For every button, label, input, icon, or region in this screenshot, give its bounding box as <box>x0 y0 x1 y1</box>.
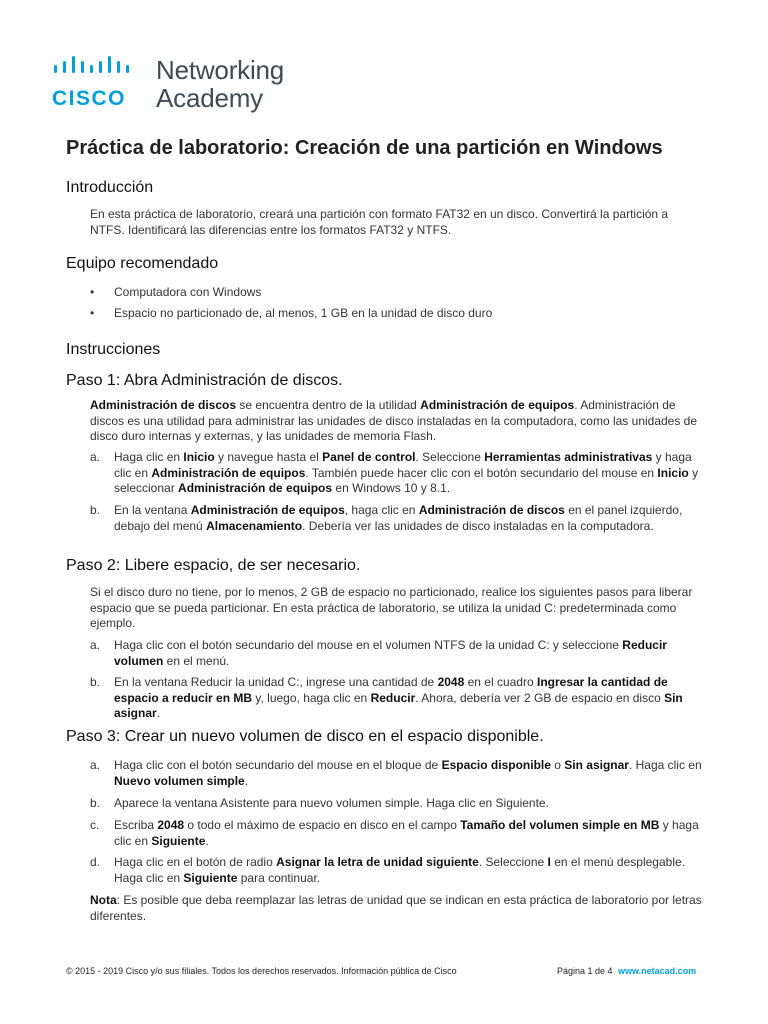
step2-heading: Paso 2: Libere espacio, de ser necesario. <box>66 557 361 574</box>
item-text: En la ventana Reducir la unidad C:, ingrese una cantidad de 2048 en el cuadro Ingresar la cantidad de espacio a reducir en MB y, luego, haga clic en Reducir. Ahora, debería ver 2 GB de espacio en disco Sin asignar. <box>114 675 683 720</box>
item-text: Haga clic con el botón secundario del mouse en el volumen NTFS de la unidad C: y seleccione Reducir volumen en el menú. <box>114 638 667 668</box>
footer-page-number: Página 1 de 4 <box>557 966 613 976</box>
logo-text <box>156 56 284 112</box>
footer-link[interactable]: www.netacad.com <box>618 966 697 976</box>
equipment-heading: Equipo recomendado <box>66 255 219 272</box>
footer-copyright: © 2015 - 2019 Cisco y/o sus filiales. Todos los derechos reservados. Información pública de Cisco <box>66 966 457 976</box>
cisco-wordmark: CISCO <box>52 87 127 110</box>
intro-text: En esta práctica de laboratorio, creará una partición con formato FAT32 en un disco. Convertirá la partición a NTFS. Identificará las diferencias entre los formatos FAT32 y NTFS. <box>90 207 669 237</box>
item-text: En la ventana Administración de equipos, haga clic en Administración de discos en el panel izquierdo, debajo del menú Almacenamiento. Debería ver las unidades de disco instaladas en la computadora. <box>114 503 683 533</box>
item-text: Haga clic en el botón de radio Asignar la letra de unidad siguiente. Seleccione I en el menú desplegable. Haga clic en Siguiente para continuar. <box>114 855 685 885</box>
item-text: Haga clic con el botón secundario del mouse en el bloque de Espacio disponible o Sin asignar. Haga clic en Nuevo volumen simple. <box>114 758 702 788</box>
equipment-item-text: Computadora con Windows <box>114 285 262 299</box>
page-title: Práctica de laboratorio: Creación de una partición en Windows <box>66 137 663 159</box>
item-text: Aparece la ventana Asistente para nuevo volumen simple. Haga clic en Siguiente. <box>114 796 549 810</box>
step3-heading: Paso 3: Crear un nuevo volumen de disco en el espacio disponible. <box>66 728 544 745</box>
item-label: b. <box>90 675 101 689</box>
bullet-icon: • <box>90 285 95 299</box>
step1-intro: Administración de discos se encuentra dentro de la utilidad Administración de equipos. Administración de discos es una utilidad para administrar las unidades de disco instaladas en la computadora, como las unidades de disco duro internas y externas, y las unidades de memoria Flash. <box>90 398 698 443</box>
logo-academy: Academy <box>156 83 263 113</box>
step1-heading: Paso 1: Abra Administración de discos. <box>66 372 343 389</box>
bullet-icon: • <box>90 306 95 320</box>
intro-heading: Introducción <box>66 179 154 196</box>
equipment-item-text: Espacio no particionado de, al menos, 1 GB en la unidad de disco duro <box>114 306 493 320</box>
cisco-logo <box>52 56 146 111</box>
logo-networking: Networking <box>156 55 285 85</box>
instructions-heading: Instrucciones <box>66 341 161 358</box>
step2-intro: Si el disco duro no tiene, por lo menos, 2 GB de espacio no particionado, realice los siguientes pasos para liberar espacio que se pueda particionar. En esta práctica de laboratorio, se utiliza la unidad C: predeterminada como ejemplo. <box>90 585 693 630</box>
cisco-networking-academy-logo <box>52 56 284 112</box>
item-label: a. <box>90 758 101 772</box>
item-text: Escriba 2048 o todo el máximo de espacio en disco en el campo Tamaño del volumen simple en MB y haga clic en Siguiente. <box>114 818 699 848</box>
step3-note: Nota: Es posible que deba reemplazar las letras de unidad que se indican en esta práctica de laboratorio por letras diferentes. <box>90 893 702 923</box>
item-label: a. <box>90 450 101 464</box>
item-label: b. <box>90 796 101 810</box>
item-text: Haga clic en Inicio y navegue hasta el Panel de control. Seleccione Herramientas administrativas y haga clic en Administración de equipos. También puede hacer clic con el botón secundario del mouse en Inicio y seleccionar Administración de equipos en Windows 10 y 8.1. <box>114 450 699 495</box>
item-label: d. <box>90 855 101 869</box>
item-label: c. <box>90 818 100 832</box>
cisco-bridge-icon <box>52 56 146 78</box>
item-label: a. <box>90 638 101 652</box>
item-label: b. <box>90 503 101 517</box>
